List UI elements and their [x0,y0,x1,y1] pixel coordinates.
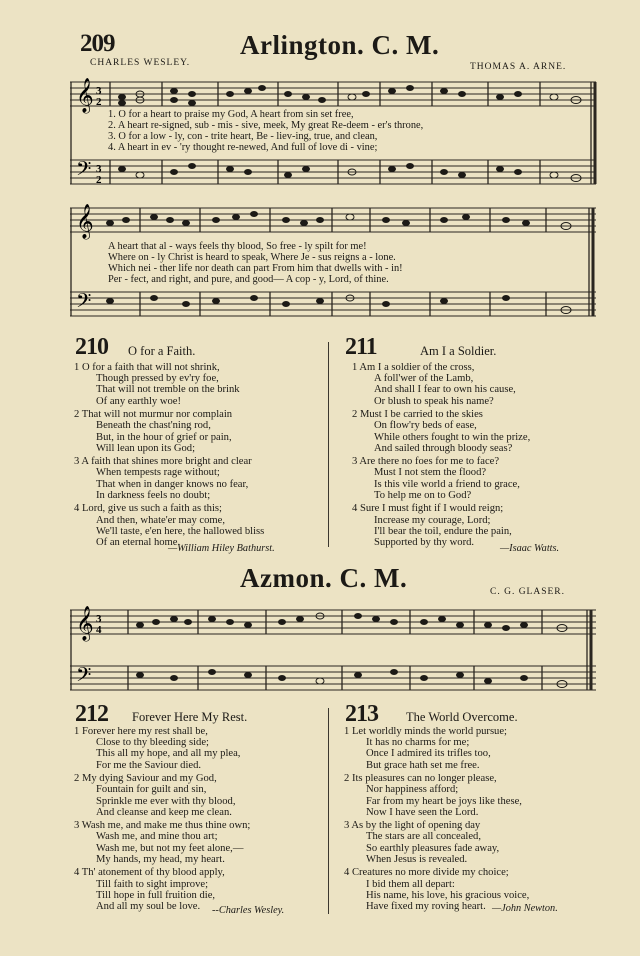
stanza [74,362,264,407]
hymn-210-text [74,362,264,550]
verse-line: 4 Sure I must fight if I would reign; [352,503,504,515]
composer-credit-azmon: C. G. GLASER. [490,587,566,597]
verse-line: Till faith to sight improve; [96,878,209,890]
verse-line: We'll taste, e'en here, the hallowed bliss [96,525,265,537]
hymn-title-213: The World Overcome. [406,710,518,724]
verse-line: When tempests rage without; [96,467,220,479]
verse-line: Beneath the chast'ning rod, [96,420,211,432]
verse-line: The stars are all concealed, [366,831,481,843]
lyric-line-2-3: Which nei - ther life nor death can part From him that dwells with - in! [108,263,403,274]
stanza [74,503,264,548]
verse-line: I'll bear the toil, endure the pain, [374,525,512,537]
verse-line: It has no charms for me; [366,737,470,749]
lyric-line-2-2: Where on - ly Christ is heard to speak, Where Je - sus reigns a - lone. [108,252,396,263]
music-staff-azmon [70,598,600,702]
verse-line: When Jesus is revealed. [366,853,468,865]
verse-line: Or blush to speak his name? [374,395,494,407]
stanza [74,726,250,771]
hymn-title-212: Forever Here My Rest. [132,710,248,724]
verse-line: And sailed through bloody seas? [374,442,513,454]
verse-line: For me the Saviour died. [96,759,202,771]
verse-line: That when in danger knows no fear, [96,478,249,490]
verse-line: 4 Creatures no more divide my choice; [344,867,509,879]
verse-line: 1 Let worldly minds the world pursue; [344,726,508,737]
verse-line: On flow'ry beds of ease, [374,420,477,432]
author-212: --Charles Wesley. [212,905,285,916]
lyric-line-1-2: 2. A heart re-signed, sub - mis - sive, meek, My great Re-deem - er's throne, [108,120,424,131]
hymn-number-213: 213 [345,701,378,727]
verse-line: 1 O for a faith that will not shrink, [74,362,220,373]
verse-line: My hands, my head, my heart. [96,853,225,865]
verse-line: Wash me, and mine thou art; [96,831,218,843]
stanza [74,773,250,818]
author-211: —Isaac Watts. [500,543,560,554]
verse-line: Though pressed by ev'ry foe, [96,373,219,385]
author-213: —John Newton. [492,903,558,914]
lyric-line-2-1: A heart that al - ways feels thy blood, So free - ly spilt for me! [108,241,367,252]
verse-line: 3 As by the light of opening day [344,820,481,832]
verse-line: And then, whate'er may come, [96,514,225,526]
verse-line: 3 Are there no foes for me to face? [352,456,500,468]
svg-text:𝄢: 𝄢 [76,663,92,691]
verse-line: So earthly pleasures fade away, [366,842,500,854]
verse-line: Far from my heart be joys like these, [366,795,522,807]
verse-line: Now I have seen the Lord. [366,806,479,818]
stanza [74,820,250,865]
stanza [352,362,530,407]
verse-line: Till hope in full fruition die, [96,889,216,901]
svg-text:2: 2 [96,96,102,108]
svg-text:3: 3 [96,163,102,175]
hymn-212-text [74,726,250,914]
verse-line: And shall I fear to own his cause, [374,384,516,396]
tune-title-arlington: Arlington. C. M. [240,30,440,60]
verse-line: 4 Th' atonement of thy blood apply, [74,867,225,879]
svg-text:𝄢: 𝄢 [76,157,92,185]
lyric-line-2-4: Per - fect, and right, and pure, and good— A cop - y, Lord, of thine. [108,274,389,285]
lyric-line-1-1: 1. O for a heart to praise my God, A heart from sin set free, [108,109,354,120]
verse-line: Increase my courage, Lord; [374,514,491,526]
stanza [344,820,529,865]
hymn-number-210: 210 [75,334,108,360]
stanza [352,503,530,548]
hymn-211-text [352,362,530,550]
composer-credit: THOMAS A. ARNE. [470,62,567,72]
svg-text:𝄞: 𝄞 [76,606,94,641]
stanza [74,456,264,501]
poet-credit: CHARLES WESLEY. [90,58,191,68]
verse-line: Nor happiness afford; [366,784,459,796]
verse-line: But grace hath set me free. [366,759,480,771]
verse-line: In darkness feels no doubt; [96,489,211,501]
verse-line: Supported by thy word. [374,536,475,548]
column-divider [328,342,329,547]
verse-line: This all my hope, and all my plea, [96,748,241,760]
verse-line: Must I not stem the flood? [374,467,487,479]
hymn-213-text [344,726,529,914]
svg-text:𝄢: 𝄢 [76,289,92,317]
verse-line: That will not tremble on the brink [96,384,240,396]
verse-line: But, in the hour of grief or pain, [96,431,232,443]
hymn-number-211: 211 [345,334,377,360]
verse-line: 2 Its pleasures can no longer please, [344,773,497,785]
lyric-line-1-3: 3. O for a low - ly, con - trite heart, Be - liev-ing, true, and clean, [108,131,378,142]
svg-text:4: 4 [96,624,102,636]
stanza [74,409,264,454]
verse-line: To help me on to God? [374,489,472,501]
svg-text:2: 2 [96,174,102,186]
verse-line: Close to thy bleeding side; [96,737,209,749]
stanza [352,409,530,454]
verse-line: 2 My dying Saviour and my God, [74,773,217,785]
hymn-title-211: Am I a Soldier. [420,344,497,358]
verse-line: Of an eternal home. [96,536,181,548]
author-210: —William Hiley Bathurst. [168,543,275,554]
verse-line: And cleanse and keep me clean. [96,806,232,818]
verse-line: I bid them all depart: [366,878,455,890]
verse-line: Sprinkle me ever with thy blood, [96,795,236,807]
hymn-number-209: 209 [80,30,115,57]
verse-line: Once I admired its trifles too, [366,748,491,760]
hymn-title-210: O for a Faith. [128,344,196,358]
verse-line: And all my soul be love. [96,900,201,912]
verse-line: Is this vile world a friend to grace, [374,478,520,490]
stanza [352,456,530,501]
verse-line: 3 Wash me, and make me thus thine own; [74,820,251,832]
tune-title-azmon: Azmon. C. M. [240,563,408,593]
verse-line: His name, his love, his gracious voice, [366,889,530,901]
svg-text:𝄞: 𝄞 [76,78,94,113]
verse-line: 3 A faith that shines more bright and clear [74,456,252,468]
verse-line: Have fixed my roving heart. [366,900,486,912]
verse-line: Of any earthly woe! [96,395,182,407]
verse-line: 4 Lord, give us such a faith as this; [74,503,222,515]
stanza [344,773,529,818]
verse-line: 1 Am I a soldier of the cross, [352,362,475,373]
verse-line: A foll'wer of the Lamb, [374,373,474,385]
svg-text:𝄞: 𝄞 [76,204,94,239]
svg-text:3: 3 [96,85,102,97]
hymn-number-212: 212 [75,701,108,727]
lyric-line-1-4: 4. A heart in ev - 'ry thought re-newed, And full of love di - vine; [108,142,378,153]
verse-line: Wash me, but not my feet alone,— [96,842,244,854]
svg-text:3: 3 [96,613,102,625]
verse-line: 2 That will not murmur nor complain [74,409,233,421]
column-divider [328,708,329,914]
verse-line: While others fought to win the prize, [374,431,531,443]
verse-line: 1 Forever here my rest shall be, [74,726,208,737]
verse-line: Fountain for guilt and sin, [96,784,207,796]
verse-line: Will lean upon its God; [96,442,196,454]
stanza [344,726,529,771]
verse-line: 2 Must I be carried to the skies [352,409,483,421]
